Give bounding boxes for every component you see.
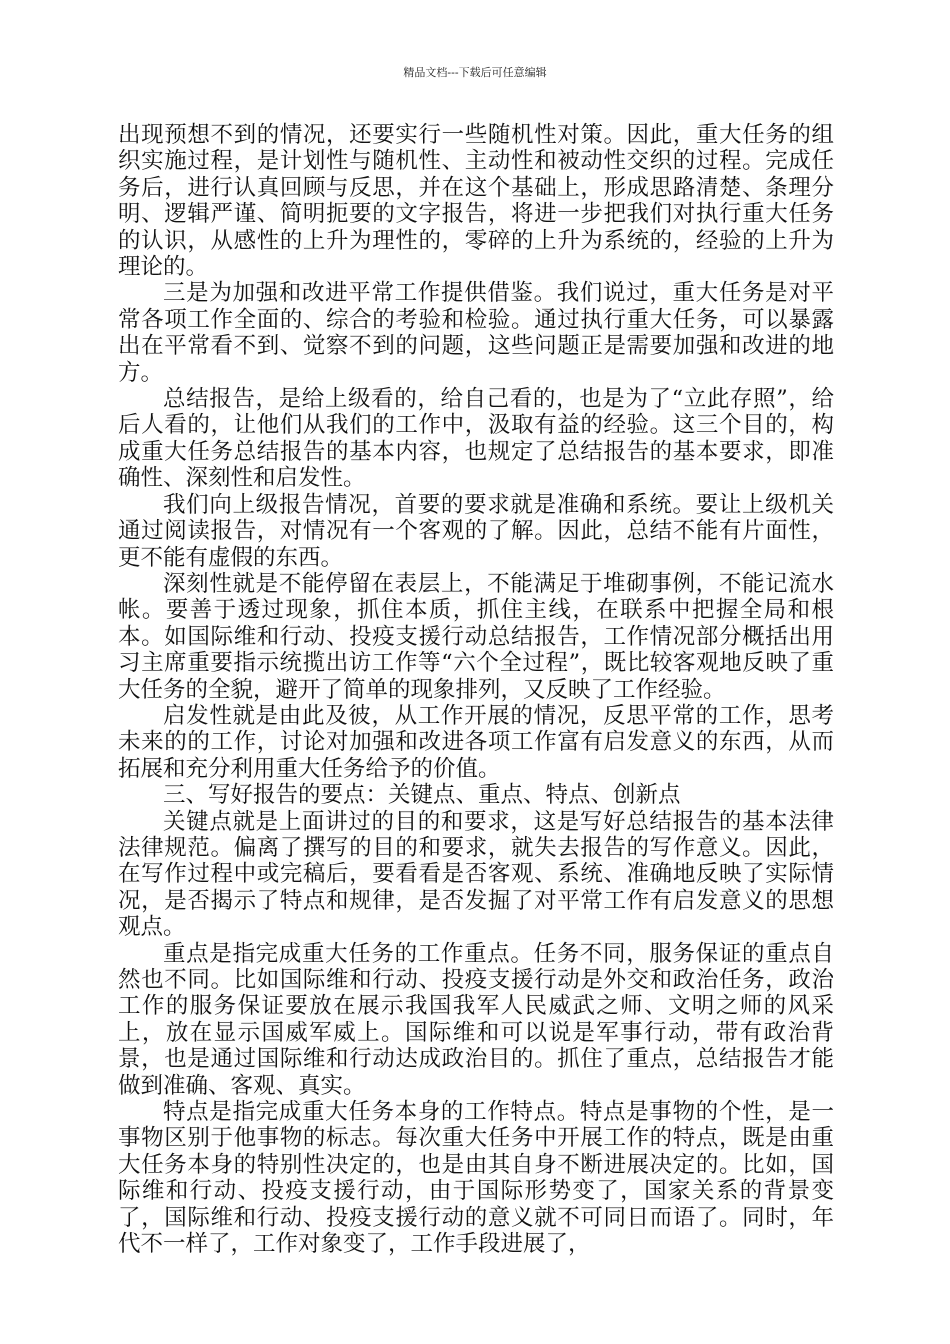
paragraph: 重点是指完成重大任务的工作重点。任务不同，服务保证的重点自然也不同。比如国际维和行动、投疫支援行动是外交和政治任务，政治工作的服务保证要放在展示我国我军人民威武之师、文明之师的风采上，放在显示国威军威上。国际维和可以说是军事行动，带有政治背景，也是通过国际维和行动达成政治目的。抓住了重点，总结报告才能做到准确、客观、真实。: [118, 940, 834, 1099]
paragraph: 我们向上级报告情况，首要的要求就是准确和系统。要让上级机关通过阅读报告，对情况有一个客观的了解。因此，总结不能有片面性，更不能有虚假的东西。: [118, 491, 834, 571]
section-heading: 三、写好报告的要点：关键点、重点、特点、创新点: [163, 782, 681, 809]
paragraph: 深刻性就是不能停留在表层上，不能满足于堆砌事例，不能记流水帐。要善于透过现象，抓住本质，抓住主线，在联系中把握全局和根本。如国际维和行动、投疫支援行动总结报告，工作情况部分概括出用习主席重要指示统揽出访工作等“六个全过程”，既比较客观地反映了重大任务的全貌，避开了简单的现象排列，又反映了工作经验。: [118, 570, 834, 703]
paragraph: 出现预想不到的情况，还要实行一些随机性对策。因此，重大任务的组织实施过程，是计划性与随机性、主动性和被动性交织的过程。完成任务后，进行认真回顾与反思，并在这个基础上，形成思路清楚、条理分明、逻辑严谨、简明扼要的文字报告，将进一步把我们对执行重大任务的认识，从感性的上升为理性的，零碎的上升为系统的，经验的上升为理论的。: [118, 122, 834, 281]
paragraph: 启发性就是由此及彼，从工作开展的情况，反思平常的工作，思考未来的的工作，讨论对加强和改进各项工作富有启发意义的东西，从而拓展和充分利用重大任务给予的价值。: [118, 702, 834, 782]
paragraph: 三是为加强和改进平常工作提供借鉴。我们说过，重大任务是对平常各项工作全面的、综合的考验和检验。通过执行重大任务，可以暴露出在平常看不到、觉察不到的问题，这些问题正是需要加强和改进的地方。: [118, 280, 834, 386]
paragraph: 关键点就是上面讲过的目的和要求，这是写好总结报告的基本法律法律规范。偏离了撰写的目的和要求，就失去报告的写作意义。因此，在写作过程中或完稿后，要看看是否客观、系统、准确地反映了实际情况，是否揭示了特点和规律，是否发掘了对平常工作有启发意义的思想观点。: [118, 808, 834, 941]
page-header: 精品文档---下载后可任意编辑: [403, 66, 547, 79]
paragraph: 总结报告，是给上级看的，给自己看的，也是为了“立此存照”，给后人看的，让他们从我们的工作中，汲取有益的经验。这三个目的，构成重大任务总结报告的基本内容，也规定了总结报告的基本要求，即准确性、深刻性和启发性。: [118, 386, 834, 492]
paragraph: 特点是指完成重大任务本身的工作特点。特点是事物的个性，是一事物区别于他事物的标志。每次重大任务中开展工作的特点，既是由重大任务本身的特别性决定的，也是由其自身不断进展决定的。比如，国际维和行动、投疫支援行动，由于国际形势变了，国家关系的背景变了，国际维和行动、投疫支援行动的意义就不可同日而语了。同时，年代不一样了，工作对象变了，工作手段进展了，: [118, 1099, 834, 1258]
document-body: [118, 122, 834, 1257]
